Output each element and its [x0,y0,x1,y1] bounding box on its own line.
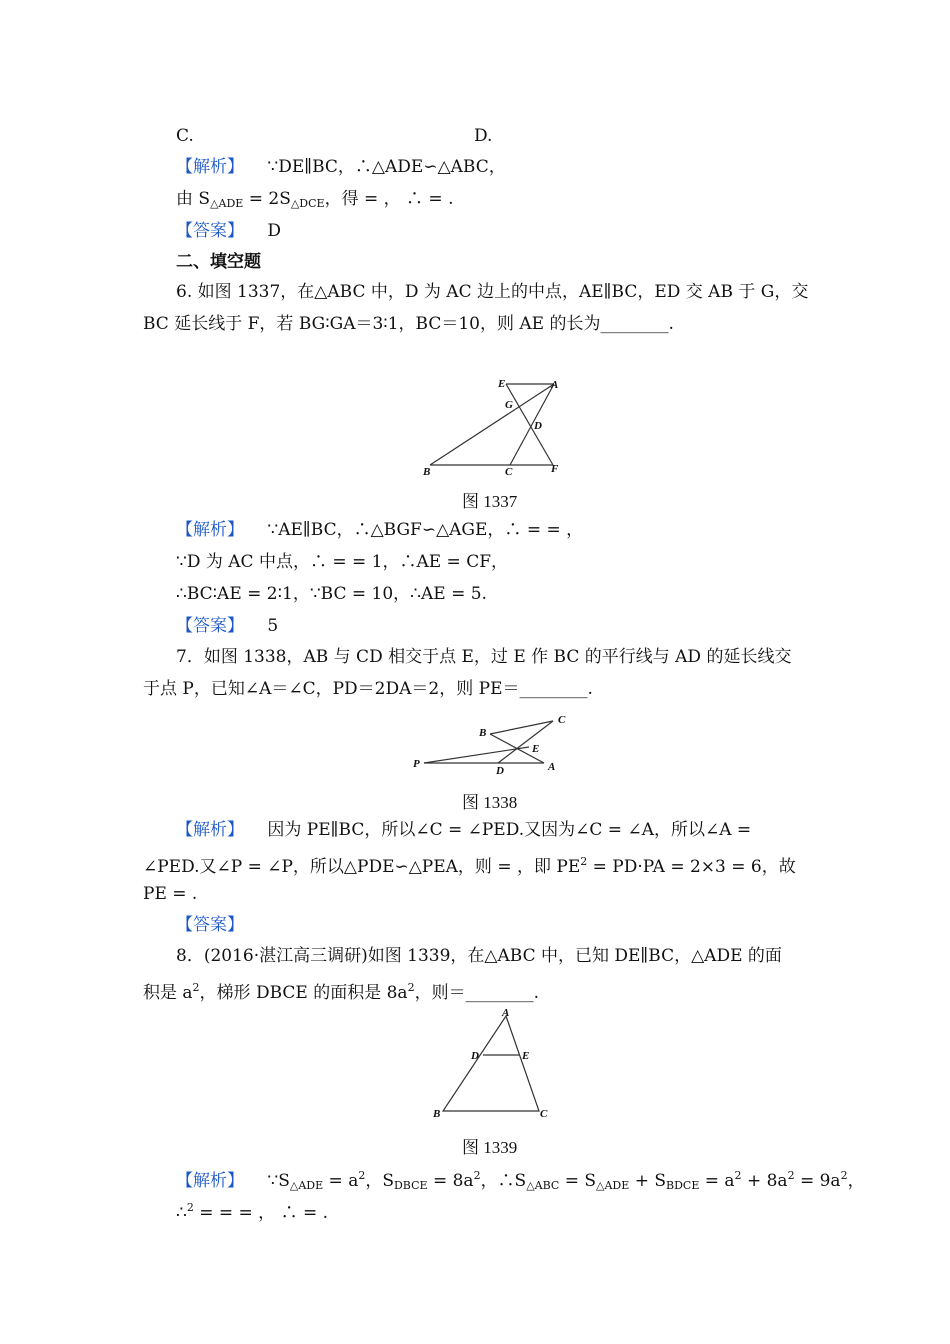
q8-stem2-a: 积是 a [143,983,193,1003]
fig1338-label-c: C [558,714,566,726]
q5-sol2-a: 由 S [176,189,211,209]
fig1337-label-a: A [551,379,559,391]
fig1338-label-e: E [532,743,540,755]
fig1339-label-b: B [433,1108,441,1120]
q6-stem-line1: 6. 如图 1337，在△ABC 中，D 为 AC 边上的中点，AE∥BC，ED 交 AB 于 G，交 [176,282,809,302]
q5-answer [176,219,281,243]
q7-stem-line2: 于点 P，已知∠A＝∠C，PD＝2DA＝2，则 PE＝________. [143,679,593,699]
answer-tag: 【答案】 [176,616,244,636]
fig1339-label-a: A [502,1007,510,1019]
q8-solution-line1 [176,1164,865,1198]
fig1337-line-ef [506,384,553,465]
q5-sol2-sub1: △ADE [210,197,244,210]
fig1339-label-c: C [540,1108,548,1120]
fig1338-label-d: D [496,765,504,777]
figure-1338-caption: 图 1338 [462,793,518,812]
fig1337-label-f: F [551,463,559,475]
q6-solution-line1 [176,518,583,542]
figure-1337-caption: 图 1337 [462,492,518,511]
q5-solution-line1 [176,155,506,179]
figure-1339 [430,1005,555,1125]
q6-sol-text1: ∵AE∥BC，∴△BGF∽△AGE，∴ = = ， [267,520,584,540]
option-c: C. [176,126,194,146]
option-d: D. [474,126,493,146]
section-title: 二、填空题 [176,252,261,272]
q7-answer [176,913,244,937]
jiexi-tag: 【解析】 [176,157,244,177]
jiexi-tag: 【解析】 [176,520,244,540]
q8-stem-line2 [143,976,539,1005]
q8-stem2-c: ，则＝________. [414,983,539,1003]
q7-solution-line1 [176,818,751,842]
q8-sol-text1: $\because S_{\triangle ADE} = a^2$，$S_{DBCE} = 8a^2$，$\therefore S_{\triangle ABC} = S_{\triangle ADE} + S_{BDCE} = a^2 + 8a^2 = 9a^2$， [267,1169,865,1192]
jiexi-tag: 【解析】 [176,1171,244,1191]
fig1337-label-e: E [498,378,506,390]
q7-sol2-b: = PD·PA = 2×3 = 6，故 [587,857,796,877]
fig1338-label-p: P [413,758,420,770]
fig1337-label-c: C [505,466,513,478]
figure-1338 [410,712,580,777]
q8-stem2-sup2: 2 [407,981,415,994]
q8-stem-line1: 8．(2016·湛江高三调研)如图 1339，在△ABC 中，已知 DE∥BC，△ADE 的面 [176,946,782,966]
q5-sol-text1: ∵DE∥BC，∴△ADE∽△ABC， [267,157,506,177]
fig1337-label-d: D [534,420,542,432]
figure-1339-caption: 图 1339 [462,1138,518,1157]
fig1338-line-cd [498,721,553,763]
q7-stem-line1: 7．如图 1338，AB 与 CD 相交于点 E，过 E 作 BC 的平行线与 AD 的延长线交 [176,647,792,667]
q5-sol2-c: ，得 = ， ∴ = . [324,189,454,209]
q6-stem-line2: BC 延长线于 F，若 BG∶GA＝3∶1，BC＝10，则 AE 的长为________. [143,314,674,334]
answer-tag: 【答案】 [176,915,244,935]
fig1339-triangle-abc [443,1016,539,1111]
q6-solution-line2: ∵D 为 AC 中点，∴ = = 1，∴AE = CF， [176,552,508,572]
answer-tag: 【答案】 [176,221,244,241]
q5-answer-value: D [267,221,282,241]
q8-solution-line2: ∴$^2$ = = = ， ∴ = . [176,1201,329,1223]
q6-answer-value: 5 [267,616,279,636]
q7-solution-line3: PE = . [143,884,198,904]
fig1339-label-d: D [471,1050,479,1062]
jiexi-tag: 【解析】 [176,820,244,840]
q6-answer [176,614,278,638]
q5-sol2-b: = 2S [243,189,291,209]
fig1337-line-ac [510,384,554,465]
q8-stem2-sup1: 2 [192,981,200,994]
fig1338-label-b: B [479,727,487,739]
q7-solution-line2 [143,850,796,879]
q7-sol2-a: ∠PED.又∠P = ∠P，所以△PDE∽△PEA，则 = ，即 PE [143,857,581,877]
fig1338-line-pe [424,747,529,763]
fig1338-label-a: A [548,761,556,773]
q7-sol2-sup: 2 [580,855,588,868]
q5-sol2-sub2: △DCE [290,197,325,210]
fig1339-label-e: E [522,1050,530,1062]
fig1337-label-b: B [423,466,431,478]
fig1337-label-g: G [505,399,513,411]
q6-solution-line3: ∴BC∶AE = 2∶1，∵BC = 10，∴AE = 5. [176,584,487,604]
figure-1337 [420,375,570,478]
q7-sol-text1: 因为 PE∥BC，所以∠C = ∠PED.又因为∠C = ∠A，所以∠A = [267,820,752,840]
q5-solution-line2 [176,187,454,216]
q8-stem2-b: ，梯形 DBCE 的面积是 8a [199,983,408,1003]
